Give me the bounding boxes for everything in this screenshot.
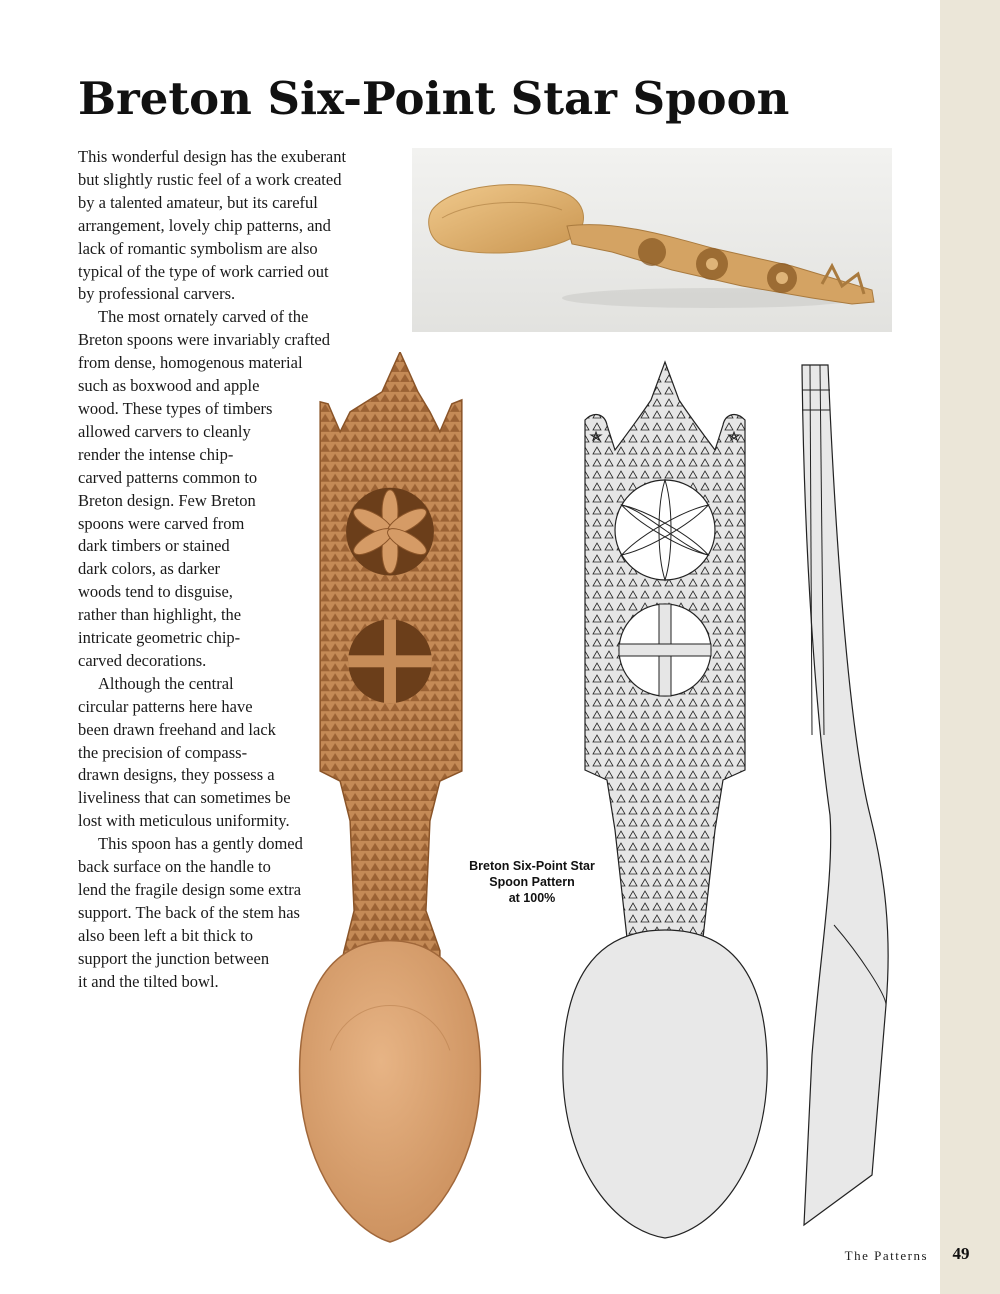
body-line: allowed carvers to cleanly [78, 421, 251, 441]
body-line: carved decorations. [78, 650, 207, 670]
body-line: support the junction between [78, 948, 270, 968]
body-line: rather than highlight, the [78, 605, 242, 625]
body-line: lost with meticulous uniformity. [78, 811, 290, 831]
body-line: such as boxwood and apple [78, 376, 260, 396]
body-line: render the intense chip- [78, 444, 234, 464]
caption-line: Breton Six-Point Star [469, 859, 595, 873]
body-line: liveliness that can sometimes be [78, 788, 291, 808]
body-line: dark colors, as darker [78, 559, 221, 579]
body-line: Breton design. Few Breton [78, 490, 256, 510]
spoon-side-photo [412, 148, 892, 332]
carved-spoon-photo [290, 352, 490, 1250]
caption-line: Spoon Pattern [489, 875, 575, 889]
body-line: arrangement, lovely chip patterns, and [78, 215, 331, 235]
body-line: woods tend to disguise, [78, 582, 233, 602]
body-line: drawn designs, they possess a [78, 765, 275, 785]
body-line: typical of the type of work carried out [78, 261, 329, 281]
side-band [940, 0, 1000, 1294]
body-line: This spoon has a gently domed [98, 834, 303, 854]
footer-section-label: The Patterns [844, 1248, 928, 1263]
page-number: 49 [952, 1244, 970, 1263]
body-line: The most ornately carved of the [98, 307, 309, 327]
body-line: spoons were carved from [78, 513, 245, 533]
body-line: Breton spoons were invariably crafted [78, 330, 330, 350]
body-line: support. The back of the stem has [78, 902, 300, 922]
body-line: dark timbers or stained [78, 536, 230, 556]
body-line: the precision of compass- [78, 742, 248, 762]
body-line: back surface on the handle to [78, 857, 271, 877]
body-line: carved patterns common to [78, 467, 258, 487]
body-line: This wonderful design has the exuberant [78, 147, 347, 166]
body-line: by professional carvers. [78, 284, 236, 304]
body-line: lack of romantic symbolism are also [78, 238, 318, 258]
page-title: Breton Six-Point Star Spoon [78, 72, 790, 125]
body-line: also been left a bit thick to [78, 925, 254, 945]
body-line: been drawn freehand and lack [78, 719, 276, 739]
caption-line: at 100% [508, 891, 556, 905]
body-line: by a talented amateur, but its careful [78, 192, 318, 212]
body-paragraph [78, 146, 378, 306]
body-line: but slightly rustic feel of a work created [78, 169, 342, 189]
pattern-caption [452, 858, 612, 906]
body-line: circular patterns here have [78, 696, 253, 716]
body-line: from dense, homogenous material [78, 353, 303, 373]
body-line: wood. These types of timbers [78, 398, 273, 418]
body-line: intricate geometric chip- [78, 628, 241, 648]
body-line: Although the central [98, 673, 234, 693]
body-line: it and the tilted bowl. [78, 971, 219, 991]
spoon-pattern-side [790, 355, 900, 1235]
spoon-pattern-front [555, 360, 775, 1240]
body-line: lend the fragile design some extra [78, 880, 302, 899]
